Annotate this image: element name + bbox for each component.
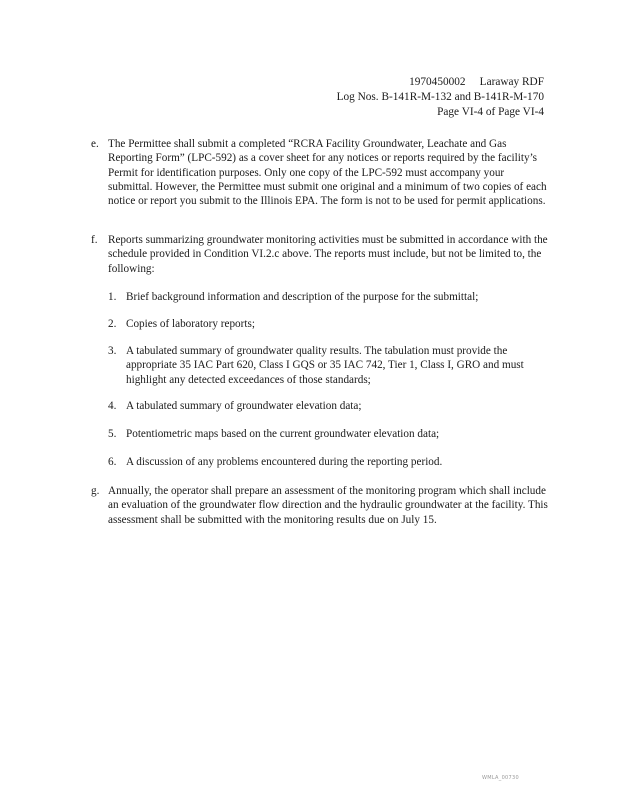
- list-item-text: A tabulated summary of groundwater elevation data;: [126, 400, 362, 412]
- paragraph-marker: g.: [91, 485, 100, 497]
- paragraph-e: [91, 137, 548, 208]
- list-item: [108, 427, 551, 441]
- paragraph-text: The Permittee shall submit a completed “RCRA Facility Groundwater, Leachate and Gas Reporting Form” (LPC-592) as a cover sheet for any notices or reports required by the facility’s Permit for identification purposes. Only one copy of the LPC-592 must accompany your submittal. However, the Permittee must submit one original and a minimum of two copies of each notice or report you submit to the Illinois EPA. The form is not to be used for permit applications.: [108, 138, 547, 208]
- list-item: [108, 344, 551, 387]
- paragraph-marker: f.: [91, 234, 98, 246]
- list-item-number: 6.: [108, 456, 117, 468]
- paragraph-text: Annually, the operator shall prepare an assessment of the monitoring program which shall include an evaluation of the groundwater flow direction and the hydraulic groundwater at the facility. This assessment shall be submitted with the monitoring results due on July 15.: [108, 485, 548, 526]
- list-item-number: 4.: [108, 400, 117, 412]
- header-log-numbers: Log Nos. B-141R-M-132 and B-141R-M-170: [336, 91, 544, 103]
- list-item: [108, 399, 551, 413]
- list-item-number: 2.: [108, 318, 117, 330]
- list-item-text: Copies of laboratory reports;: [126, 318, 255, 330]
- list-item-number: 3.: [108, 345, 117, 357]
- paragraph-f: [91, 233, 548, 276]
- list-item-text: A tabulated summary of groundwater quality results. The tabulation must provide the appropriate 35 IAC Part 620, Class I GQS or 35 IAC 742, Tier 1, Class I, GRO and must highlight any detected exceedances of those standards;: [126, 345, 524, 386]
- bates-stamp: WMLA_00730: [482, 775, 519, 781]
- header-facility-id: 1970450002 Laraway RDF: [409, 76, 544, 88]
- list-item-number: 1.: [108, 291, 117, 303]
- list-item: [108, 290, 551, 304]
- list-item-text: A discussion of any problems encountered during the reporting period.: [126, 456, 443, 468]
- list-item: [108, 317, 551, 331]
- paragraph-text: Reports summarizing groundwater monitoring activities must be submitted in accordance with the schedule provided in Condition VI.2.c above. The reports must include, but not be limited to, the following:: [108, 234, 548, 275]
- paragraph-g: [91, 484, 548, 527]
- list-item-number: 5.: [108, 428, 117, 440]
- header-page-number: Page VI-4 of Page VI-4: [437, 106, 544, 118]
- paragraph-marker: e.: [91, 138, 99, 150]
- list-item: [108, 455, 551, 469]
- list-item-text: Brief background information and description of the purpose for the submittal;: [126, 291, 479, 303]
- list-item-text: Potentiometric maps based on the current groundwater elevation data;: [126, 428, 440, 440]
- page-header: [337, 75, 544, 120]
